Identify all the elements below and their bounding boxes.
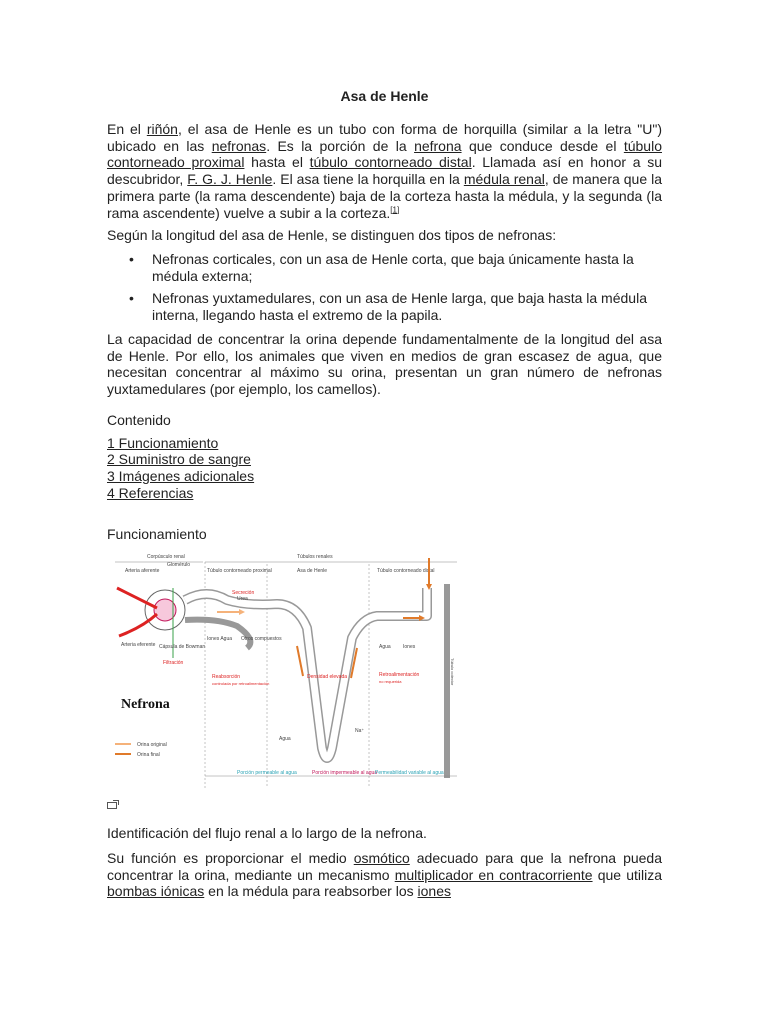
label-proximal: Túbulo contorneado proximal <box>207 568 272 574</box>
label-na: Na⁺ <box>355 728 365 734</box>
link-rinon[interactable]: riñón <box>146 121 178 137</box>
toc-item-referencias[interactable]: 4 Referencias <box>107 484 194 501</box>
section-heading: Funcionamiento <box>107 526 207 542</box>
reference-link[interactable]: [1] <box>390 204 400 214</box>
label-asa: Asa de Henle <box>297 568 328 574</box>
label-densidad: Densidad elevada <box>307 674 348 680</box>
legend-orina-final: Orina final <box>137 752 160 758</box>
figure-caption: Identificación del flujo renal a lo largo de la nefrona. <box>107 825 427 841</box>
arrowhead <box>239 609 245 615</box>
text: . El asa tiene la horquilla en la <box>272 171 464 188</box>
link-nefronas[interactable]: nefronas <box>211 137 267 154</box>
text: Su función es proporcionar el medio <box>107 850 354 866</box>
link-bombas-ionicas[interactable]: bombas iónicas <box>107 883 205 900</box>
page-title: Asa de Henle <box>340 88 429 104</box>
expand-icon[interactable] <box>107 800 119 810</box>
function-paragraph <box>107 850 662 900</box>
list-item <box>107 290 662 323</box>
link-nefrona[interactable]: nefrona <box>414 137 462 154</box>
label-porcion-permeable: Porción permeable al agua <box>237 770 297 776</box>
label-porcion-impermeable: Porción impermeable al agua <box>312 770 378 776</box>
text: , de manera que la primera parte (la rama descendente) baja de la corteza hasta la médula, y la segunda (la rama ascendente) vuelve a subir a la corteza. <box>107 171 663 221</box>
list-item <box>107 251 662 284</box>
label-agua-2: Agua <box>279 736 291 742</box>
intro-paragraph <box>107 121 662 221</box>
label-retro-sub: no requerida <box>379 679 402 684</box>
link-henle[interactable]: F. G. J. Henle <box>187 171 273 188</box>
types-intro: Según la longitud del asa de Henle, se distinguen dos tipos de nefronas: <box>107 227 557 243</box>
label-glomerulo: Glomérulo <box>167 562 191 568</box>
text: En el <box>107 121 147 137</box>
legend-orina-original: Orina original <box>137 742 167 748</box>
label-tubulo-colector: Túbulo colector <box>450 658 455 686</box>
label-arteria-aferente: Arteria aferente <box>125 568 160 574</box>
list-item-text: Nefronas corticales, con un asa de Henle corta, que baja únicamente hasta la médula externa; <box>152 251 634 284</box>
afferent-artery <box>117 588 157 608</box>
link-osmotico[interactable]: osmótico <box>353 850 410 866</box>
link-iones[interactable]: iones <box>417 883 451 900</box>
label-otros: Otros compuestos <box>241 636 282 642</box>
label-tubulos: Túbulos renales <box>297 554 333 560</box>
table-of-contents <box>107 412 254 502</box>
toc-item-funcionamiento[interactable]: 1 Funcionamiento <box>107 434 219 451</box>
label-iones: Iones <box>403 644 416 650</box>
text: . Es la porción de la <box>266 137 415 154</box>
label-nefrona: Nefrona <box>121 697 170 712</box>
link-tubulo-proximal[interactable]: túbulo contorneado proximal <box>107 137 662 171</box>
text: adecuado para que la nefrona pueda concentrar la orina, mediante un mecanismo <box>107 850 662 883</box>
text: , el asa de Henle es un tubo con forma de horquilla (similar a la letra "U") ubicado en las <box>107 121 662 154</box>
link-medula-renal[interactable]: médula renal <box>463 171 545 188</box>
nephron-diagram <box>107 548 467 796</box>
link-multiplicador[interactable]: multiplicador en contracorriente <box>394 866 593 883</box>
label-permeabilidad: Permeabilidad variable al agua <box>375 770 444 776</box>
label-agua: Agua <box>379 644 391 650</box>
label-reabsorcion-sub: controlada por retroalimentación <box>212 681 270 686</box>
bullet-icon: • <box>129 251 134 267</box>
label-iones-agua: Iones Agua <box>207 636 233 642</box>
list-item-text: Nefronas yuxtamedulares, con un asa de Henle larga, que baja hasta la médula interna, llegando hasta el extremo de la papila. <box>152 290 647 324</box>
label-retro: Retroalimentación <box>379 672 420 678</box>
label-urea: Urea <box>237 596 248 602</box>
text: . Llamada así en honor a su descubridor, <box>107 154 663 188</box>
label-capsula: Cápsula de Bowman <box>159 644 206 650</box>
link-tubulo-distal[interactable]: túbulo contorneado distal <box>309 154 472 171</box>
label-distal: Túbulo contorneado distal <box>377 568 435 574</box>
toc-heading: Contenido <box>107 412 171 428</box>
nephron-types-list <box>107 251 662 324</box>
arrow-descend <box>297 646 303 676</box>
capacity-paragraph: La capacidad de concentrar la orina depende fundamentalmente de la longitud del asa de Henle. Por ello, los animales que viven en medios de gran escasez de agua, que necesitan concentrar al máximo su orina, presentan un gran número de nefronas yuxtamedulares (por ejemplo, los camellos). <box>107 331 662 398</box>
text: que utiliza <box>592 866 662 883</box>
label-reabsorcion: Reabsorción <box>212 674 241 680</box>
label-filtracion: Filtración <box>163 660 184 666</box>
toc-item-imagenes[interactable]: 3 Imágenes adicionales <box>107 468 255 485</box>
text: en la médula para reabsorber los <box>204 883 418 900</box>
toc-item-suministro[interactable]: 2 Suministro de sangre <box>107 451 251 468</box>
text: hasta el <box>244 154 310 171</box>
text: que conduce desde el <box>461 137 624 154</box>
label-arteria-eferente: Arteria eferente <box>121 642 156 648</box>
label-corpusculo: Corpúsculo renal <box>147 554 185 560</box>
bullet-icon: • <box>129 290 134 307</box>
label-secrecion: Secreción <box>232 590 255 596</box>
